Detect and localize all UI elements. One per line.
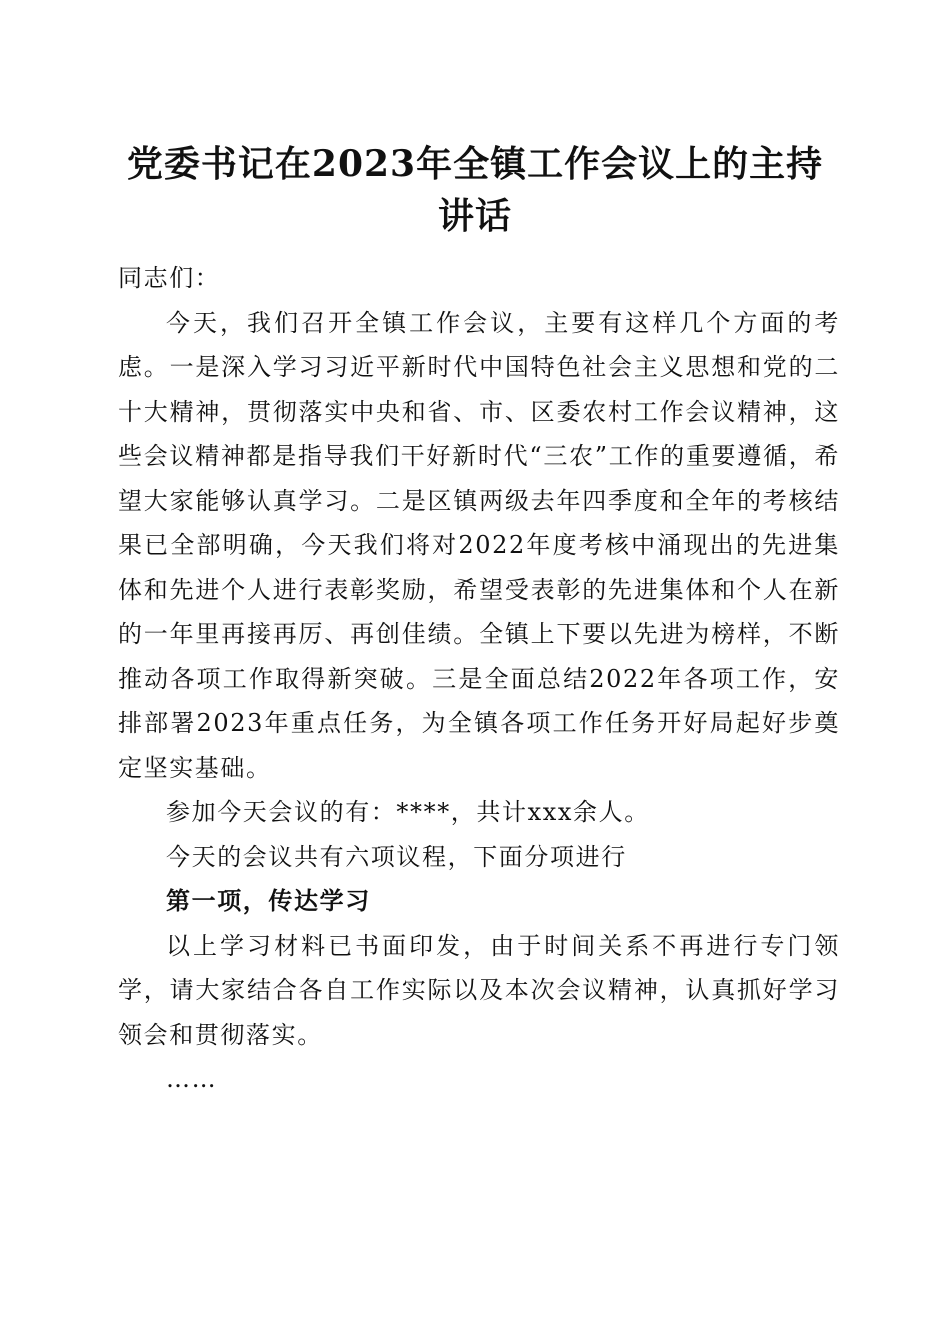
document-title: 党委书记在2023年全镇工作会议上的主持讲话 [126,143,824,237]
paragraph-intro: 今天，我们召开全镇工作会议，主要有这样几个方面的考虑。一是深入学习习近平新时代中国特色社会主义思想和党的二十大精神，贯彻落实中央和省、市、区委农村工作会议精神，这些会议精神都是指导我们干好新时代“三农”工作的重要遵循，希望大家能够认真学习。二是区镇两级去年四季度和全年的考核结果已全部明确，今天我们将对2022年度考核中涌现出的先进集体和先进个人进行表彰奖励，希望受表彰的先进集体和个人在新的一年里再接再厉、再创佳绩。全镇上下要以先进为榜样，不断推动各项工作取得新突破。三是全面总结2022年各项工作，安排部署2023年重点任务，为全镇各项工作任务开好局起好步奠定坚实基础。 [118,308,840,782]
paragraph-attendees: 参加今天会议的有：****，共计xxx余人。 [166,798,650,826]
ellipsis: …… [166,1065,218,1093]
section-heading: 第一项，传达学习 [166,886,371,915]
greeting: 同志们： [118,264,221,292]
paragraph-study: 以上学习材料已书面印发，由于时间关系不再进行专门领学，请大家结合各自工作实际以及本次会议精神，认真抓好学习领会和贯彻落实。 [118,931,840,1049]
paragraph-agenda: 今天的会议共有六项议程，下面分项进行 [166,842,627,871]
document-body [118,256,840,1102]
